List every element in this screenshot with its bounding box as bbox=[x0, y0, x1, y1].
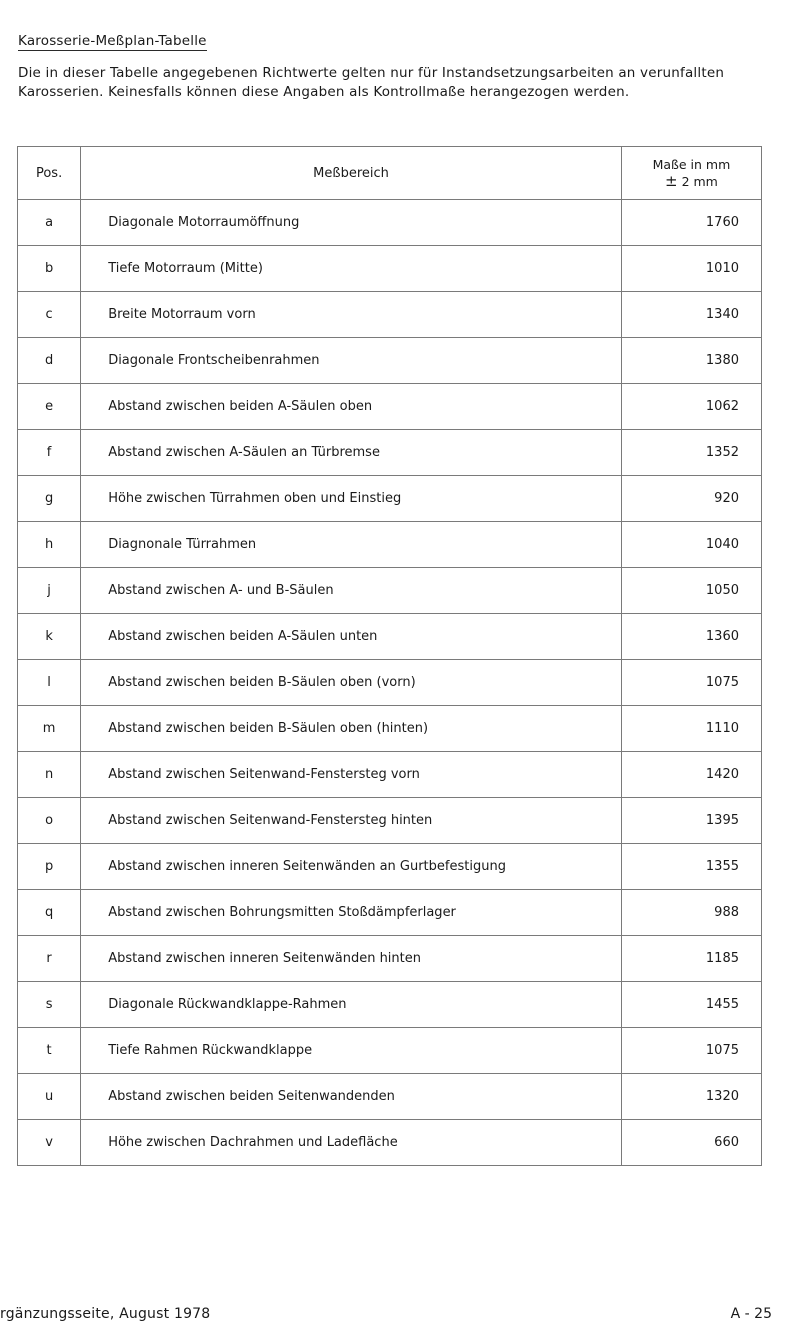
row-desc: Diagnonale Türrahmen bbox=[81, 522, 622, 568]
table-row bbox=[18, 246, 762, 292]
row-desc: Tiefe Rahmen Rückwandklappe bbox=[81, 1028, 622, 1074]
row-desc: Tiefe Motorraum (Mitte) bbox=[81, 246, 622, 292]
table-row bbox=[18, 1120, 762, 1166]
row-desc: Breite Motorraum vorn bbox=[81, 292, 622, 338]
row-desc: Abstand zwischen Seitenwand-Fenstersteg vorn bbox=[81, 752, 622, 798]
table-row bbox=[18, 292, 762, 338]
intro-paragraph: Die in dieser Tabelle angegebenen Richtwerte gelten nur für Instandsetzungsarbeiten an verunfallten Karosserien. Keinesfalls können diese Angaben als Kontrollmaße herangezogen werden. bbox=[18, 65, 725, 100]
row-desc: Abstand zwischen A-Säulen an Türbremse bbox=[81, 430, 622, 476]
table-body bbox=[18, 200, 762, 1166]
row-value: 1455 bbox=[621, 982, 761, 1028]
row-value: 1380 bbox=[621, 338, 761, 384]
row-value: 1360 bbox=[621, 614, 761, 660]
row-pos: n bbox=[18, 752, 81, 798]
row-desc: Abstand zwischen beiden B-Säulen oben (hinten) bbox=[81, 706, 622, 752]
row-value: 1395 bbox=[621, 798, 761, 844]
row-pos: r bbox=[18, 936, 81, 982]
row-value: 1075 bbox=[621, 1028, 761, 1074]
header-range: Meßbereich bbox=[81, 147, 622, 200]
table-row bbox=[18, 1028, 762, 1074]
row-desc: Diagonale Rückwandklappe-Rahmen bbox=[81, 982, 622, 1028]
table-row bbox=[18, 706, 762, 752]
row-pos: p bbox=[18, 844, 81, 890]
row-pos: q bbox=[18, 890, 81, 936]
row-pos: g bbox=[18, 476, 81, 522]
header-measure bbox=[621, 147, 761, 200]
row-value: 988 bbox=[621, 890, 761, 936]
row-desc: Abstand zwischen beiden Seitenwandenden bbox=[81, 1074, 622, 1120]
row-pos: v bbox=[18, 1120, 81, 1166]
row-value: 1010 bbox=[621, 246, 761, 292]
row-value: 1185 bbox=[621, 936, 761, 982]
row-desc: Abstand zwischen beiden A-Säulen unten bbox=[81, 614, 622, 660]
row-pos: a bbox=[18, 200, 81, 246]
table-header-row bbox=[18, 147, 762, 200]
row-desc: Höhe zwischen Dachrahmen und Ladefläche bbox=[81, 1120, 622, 1166]
row-pos: c bbox=[18, 292, 81, 338]
row-pos: d bbox=[18, 338, 81, 384]
table-row bbox=[18, 384, 762, 430]
header-measure-tolerance: ± 2 mm bbox=[665, 171, 718, 190]
row-desc: Abstand zwischen beiden B-Säulen oben (vorn) bbox=[81, 660, 622, 706]
table-row bbox=[18, 660, 762, 706]
table-row bbox=[18, 200, 762, 246]
table-row bbox=[18, 430, 762, 476]
measurement-table bbox=[17, 146, 762, 1166]
header-pos: Pos. bbox=[18, 147, 81, 200]
row-pos: f bbox=[18, 430, 81, 476]
row-desc: Diagonale Frontscheibenrahmen bbox=[81, 338, 622, 384]
row-pos: o bbox=[18, 798, 81, 844]
row-pos: h bbox=[18, 522, 81, 568]
row-value: 1050 bbox=[621, 568, 761, 614]
row-desc: Abstand zwischen inneren Seitenwänden an Gurtbefestigung bbox=[81, 844, 622, 890]
page-number: A - 25 bbox=[730, 1306, 772, 1322]
table-row bbox=[18, 982, 762, 1028]
row-desc: Abstand zwischen inneren Seitenwänden hinten bbox=[81, 936, 622, 982]
row-pos: j bbox=[18, 568, 81, 614]
table-row bbox=[18, 1074, 762, 1120]
row-pos: e bbox=[18, 384, 81, 430]
row-pos: t bbox=[18, 1028, 81, 1074]
row-desc: Abstand zwischen A- und B-Säulen bbox=[81, 568, 622, 614]
row-value: 1760 bbox=[621, 200, 761, 246]
row-value: 920 bbox=[621, 476, 761, 522]
row-desc: Höhe zwischen Türrahmen oben und Einstieg bbox=[81, 476, 622, 522]
table-row bbox=[18, 614, 762, 660]
row-value: 1420 bbox=[621, 752, 761, 798]
row-value: 1352 bbox=[621, 430, 761, 476]
row-value: 1320 bbox=[621, 1074, 761, 1120]
table-row bbox=[18, 844, 762, 890]
page-title: Karosserie-Meßplan-Tabelle bbox=[18, 33, 207, 49]
row-value: 1110 bbox=[621, 706, 761, 752]
row-pos: k bbox=[18, 614, 81, 660]
row-desc: Diagonale Motorraumöffnung bbox=[81, 200, 622, 246]
row-pos: s bbox=[18, 982, 81, 1028]
table-row bbox=[18, 890, 762, 936]
table-row bbox=[18, 522, 762, 568]
row-desc: Abstand zwischen Bohrungsmitten Stoßdämpferlager bbox=[81, 890, 622, 936]
table-row bbox=[18, 936, 762, 982]
table-row bbox=[18, 798, 762, 844]
row-pos: u bbox=[18, 1074, 81, 1120]
table-row bbox=[18, 752, 762, 798]
row-desc: Abstand zwischen beiden A-Säulen oben bbox=[81, 384, 622, 430]
row-value: 1062 bbox=[621, 384, 761, 430]
header-measure-unit: Maße in mm bbox=[652, 156, 731, 172]
table-row bbox=[18, 568, 762, 614]
row-value: 1040 bbox=[621, 522, 761, 568]
row-value: 1340 bbox=[621, 292, 761, 338]
row-desc: Abstand zwischen Seitenwand-Fenstersteg hinten bbox=[81, 798, 622, 844]
row-value: 660 bbox=[621, 1120, 761, 1166]
table-row bbox=[18, 476, 762, 522]
row-value: 1355 bbox=[621, 844, 761, 890]
table-row bbox=[18, 338, 762, 384]
footer-edition: rgänzungsseite, August 1978 bbox=[0, 1306, 211, 1322]
row-pos: b bbox=[18, 246, 81, 292]
row-pos: m bbox=[18, 706, 81, 752]
row-value: 1075 bbox=[621, 660, 761, 706]
row-pos: l bbox=[18, 660, 81, 706]
